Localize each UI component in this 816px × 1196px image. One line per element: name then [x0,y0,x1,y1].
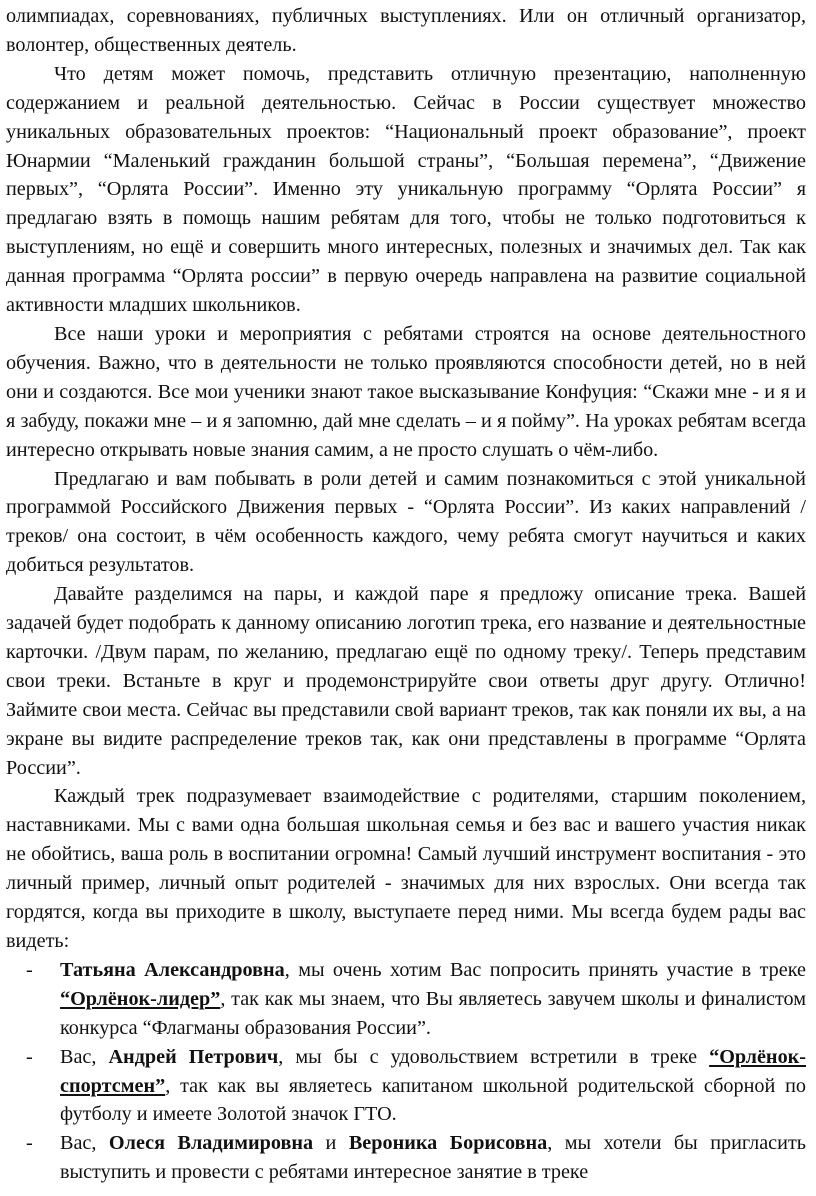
track-name: “Орлёнок-лидер” [60,987,221,1010]
paragraph-projects: Что детям может помочь, представить отличную презентацию, наполненную содержанием и реальной деятельностью. Сейчас в России существует множество уникальных образовательных проектов: “Национальный проект образование”, проект Юнармии “Маленький гражданин большой страны”, “Большая перемена”, “Движение первых”, “Орлята России”. Именно эту уникальную программу “Орлята России” я предлагаю взять в помощь нашим ребятам для того, чтобы не только подготовиться к выступлениям, но ещё и совершить много интересных, полезных и значимых дел. Так как данная программа “Орлята россии” в первую очередь направлена на развитие социальной активности младших школьников. [6,62,806,317]
paragraph-parents: Каждый трек подразумевает взаимодействие с родителями, старшим поколением, наставниками. Мы с вами одна большая школьная семья и без вас и вашего участия никак не обойтись, ваша роль в воспитании огромна! Самый лучший инструмент воспитания - это личный пример, личный опыт родителей - значимых для них взрослых. Они всегда так гордятся, когда вы приходите в школу, выступаете перед ними. Мы всегда будем рады вас видеть: [6,785,806,952]
person-name: Татьяна Александровна [60,958,285,981]
person-name: Вероника Борисовна [348,1132,548,1155]
list-item [6,956,806,1043]
list-item-text: , так как мы знаем, что Вы являетесь завучем школы и финалистом конкурса “Флагманы образования России”. [60,987,806,1039]
list-item-prefix: Вас, [60,1045,109,1068]
list-dash: - [26,1132,33,1155]
person-name: Андрей Петрович [108,1045,279,1068]
list-item-text: , так как вы являетесь капитаном школьной родительской сборной по футболу и имеете Золотой значок ГТО. [60,1074,806,1126]
person-name: Олеся Владимировна [108,1132,314,1155]
list-item-text: , мы хотели бы пригласить выступить и провести с ребятами интересное занятие в треке [60,1132,806,1184]
list-item-joiner: и [313,1132,349,1155]
list-dash: - [26,1045,33,1068]
parents-invitation-list [6,956,806,1187]
paragraph-invitation: Предлагаю и вам побывать в роли детей и самим познакомиться с этой уникальной программой Российского Движения первых - “Орлята России”. Из каких направлений /треков/ она состоит, в чём особенность каждого, чему ребята смогут научиться и каких добиться результатов. [6,467,806,577]
list-item [6,1043,806,1130]
list-item-text: , мы бы с удовольствием встретили в треке [278,1045,710,1068]
list-item-prefix: Вас, [60,1132,109,1155]
paragraph-continuation: олимпиадах, соревнованиях, публичных выступлениях. Или он отличный организатор, волонтер, общественных деятель. [6,5,806,56]
list-dash: - [26,958,33,981]
paragraph-pairs-task: Давайте разделимся на пары, и каждой паре я предложу описание трека. Вашей задачей будет подобрать к данному описанию логотип трека, его название и деятельностные карточки. /Двум парам, по желанию, предлагаю ещё по одному треку/. Теперь представим свои треки. Встаньте в круг и продемонстрируйте свои ответы друг другу. Отлично! Займите свои места. Сейчас вы представили свой вариант треков, так как поняли их вы, а на экране вы видите распределение треков так, как они представлены в программе “Орлята России”. [6,583,806,779]
track-name: “Орлёнок-спортсмен” [60,1045,807,1097]
paragraph-activity-learning: Все наши уроки и мероприятия с ребятами строятся на основе деятельностного обучения. Важно, что в деятельности не только проявляются способности детей, но в ней они и создаются. Все мои ученики знают такое высказывание Конфуция: “Скажи мне - и я и я забуду, покажи мне – и я запомню, дай мне сделать – и я пойму”. На уроках ребятам всегда интересно открывать новые знания самим, а не просто слушать о чём-либо. [6,322,806,461]
list-item-text: , мы очень хотим Вас попросить принять участие в треке [284,958,806,981]
list-item [6,1129,806,1187]
